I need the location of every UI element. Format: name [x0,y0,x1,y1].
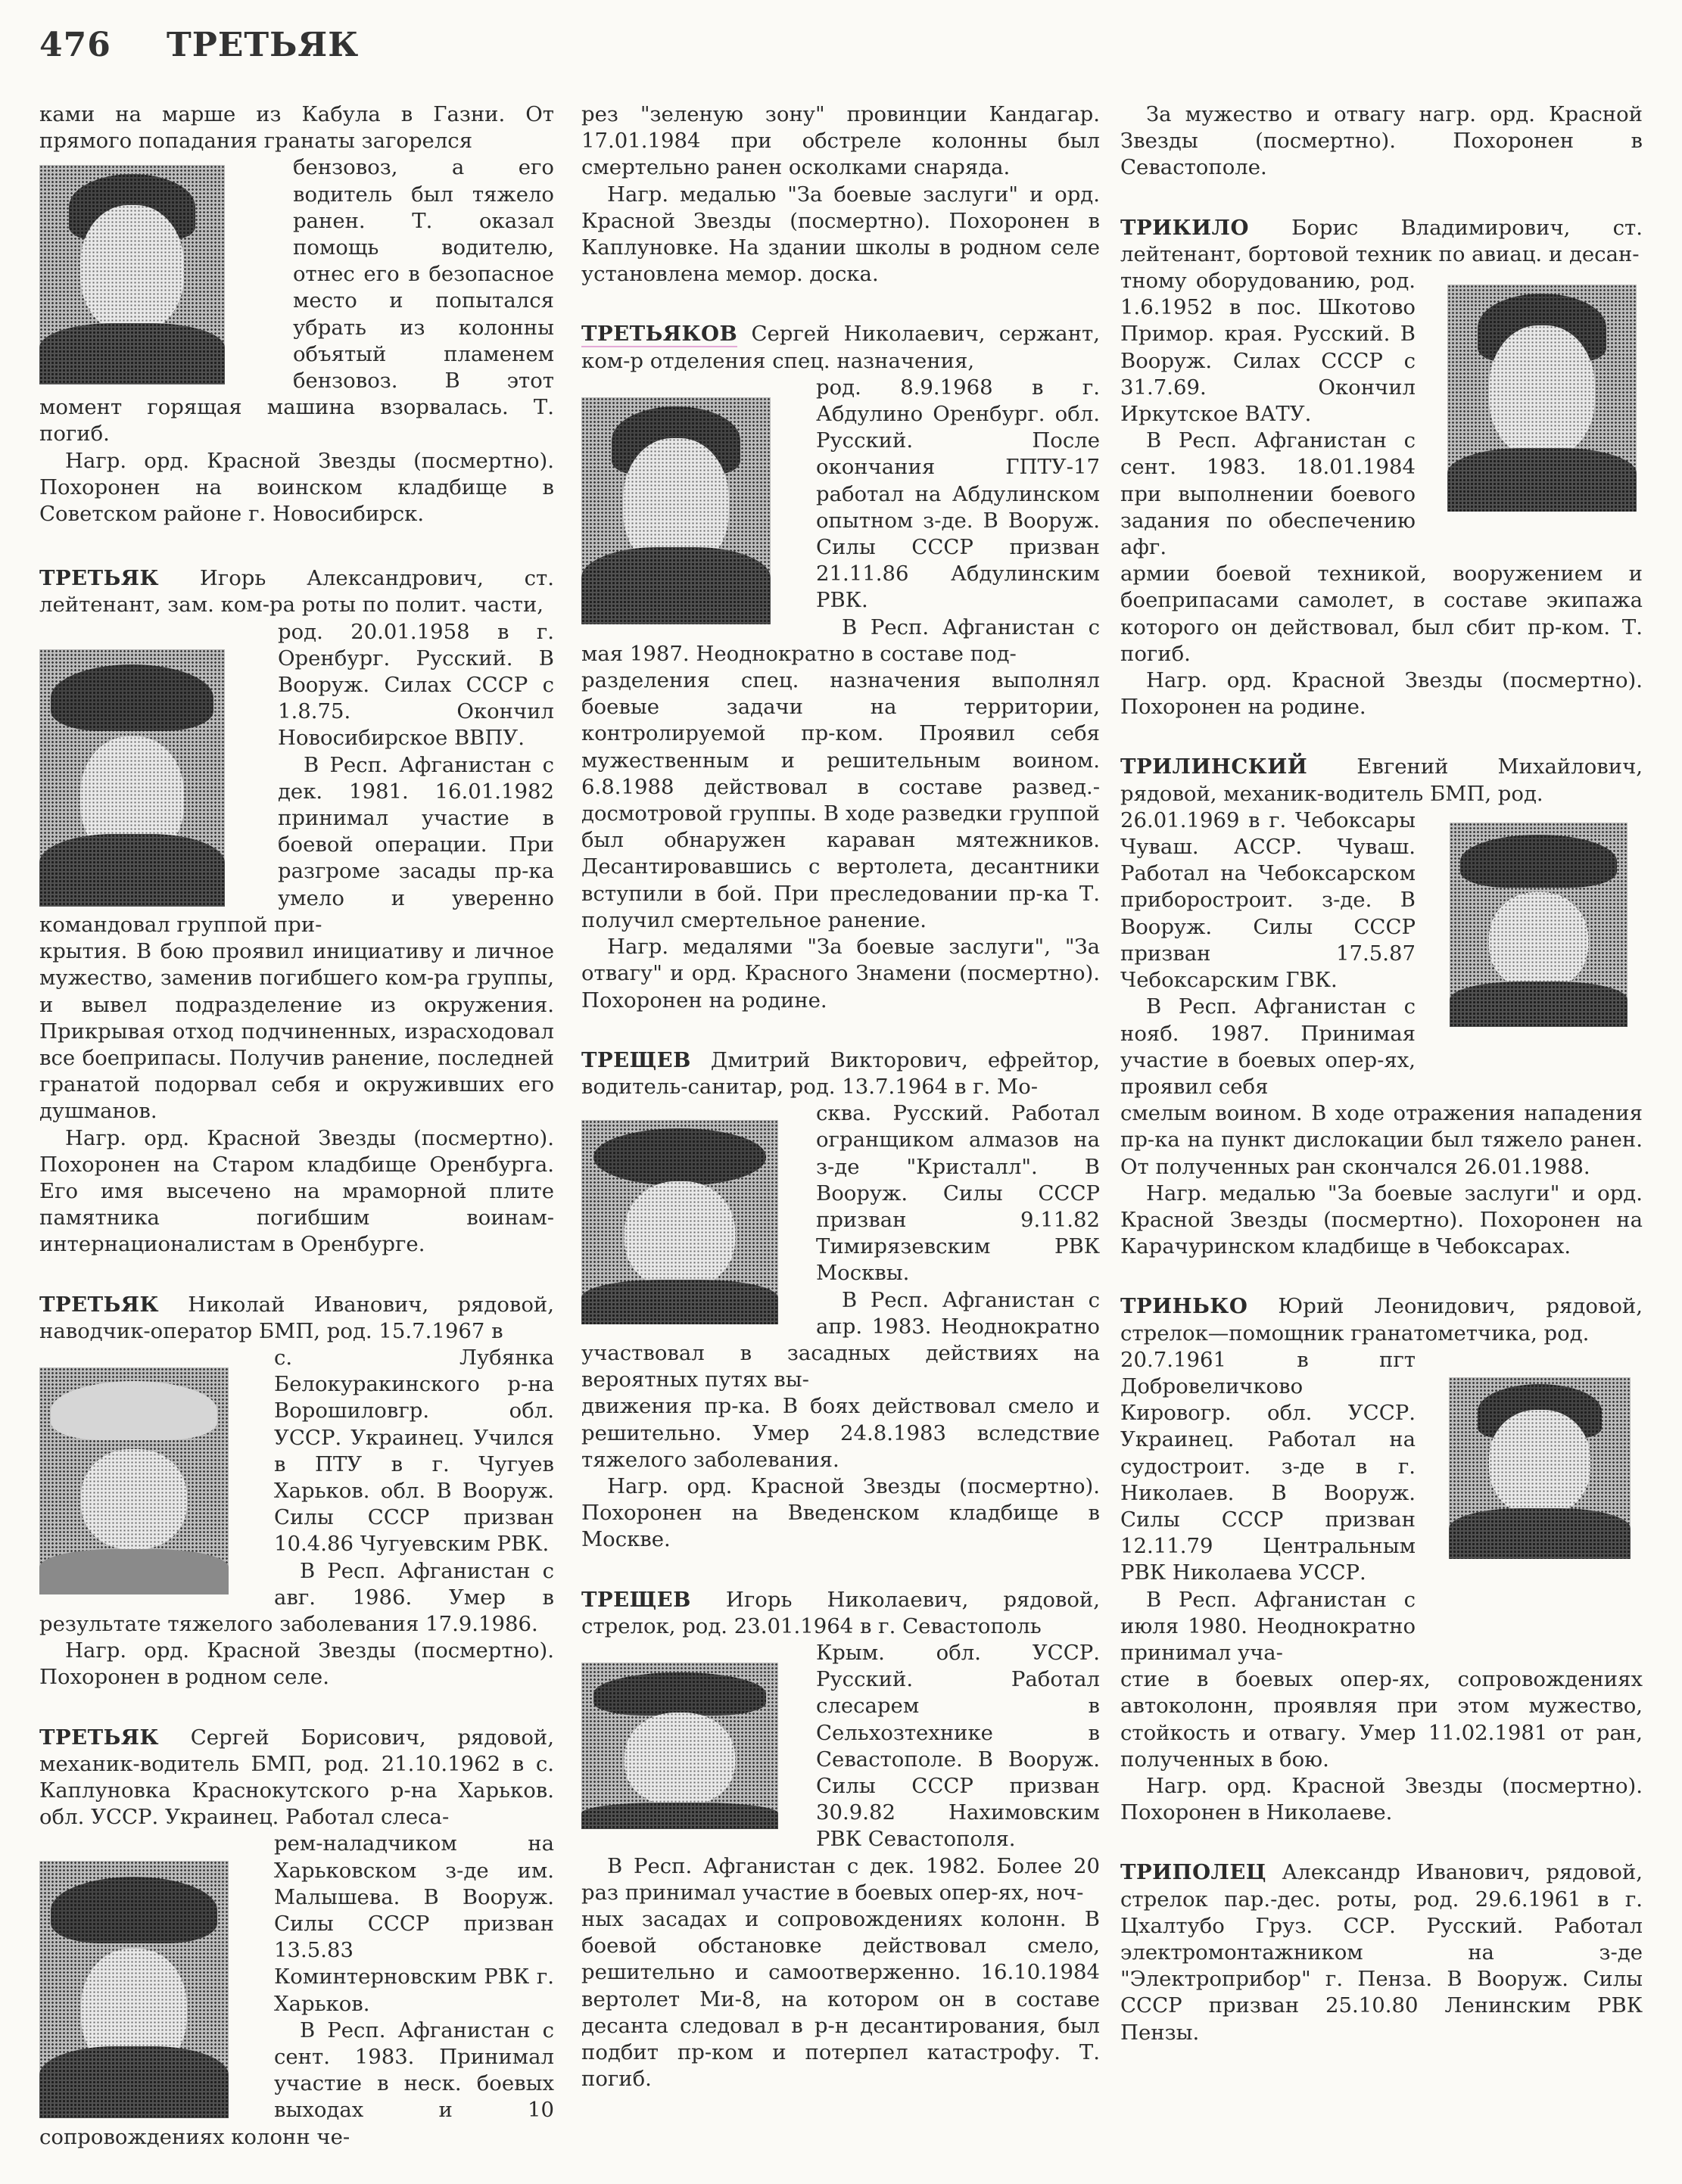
portrait-photo [1447,285,1637,512]
entry-text-beside-photo: род. 8.9.1968 в г. Абдулино Оренбург. обл. Русский. После окончания ГПТУ-17 работал на Абдулинском опытном з-де. В Вооруж. Силы СССР призван 21.11.86 Абдулинским РВК. [816,375,1100,613]
entry-tretyak-igor [39,565,554,1258]
portrait-photo-panama-hat [39,1367,229,1594]
entry-afghanistan-text: В Респ. Афганистан с апр. 1983. Неоднократно участвовал в засадных действиях на вероятных путях вы- [581,1287,1100,1392]
entry-tripolets-alexander [1120,1859,1643,2046]
entry-text-beside-photo: бензовоз, а его водитель был тяжело ранен. Т. оказал помощь водителю, отнес его в безопасное место и попытался убрать из колонны объятый пламенем бензовоз. В этот момент горящая машина взорвалась. Т. погиб. [39,155,554,446]
entry-lead: Евгений Михайлович, рядовой, механик-водитель БМП, род. [1120,754,1643,806]
entry-text-after-photo: движения пр-ка. В боях действовал смело и решительно. Умер 24.8.1983 вследствие тяжелого заболевания. [581,1394,1100,1472]
entry-treshchev-dmitry [581,1047,1100,1554]
entry-afghanistan-text: В Респ. Афганистан с мая 1987. Неоднократно в составе под- [581,614,1100,666]
entry-lead: Сергей Борисович, рядовой, механик-водитель БМП, род. 21.10.1962 в с. Каплуновка Краснокутского р-на Харьков. обл. УССР. Украинец. Работал слеса- [39,1725,554,1830]
entry-lead: рез "зеленую зону" провинции Кандагар. 17.01.1984 при обстреле колонны был смертельно ранен осколками снаряда. [581,102,1100,180]
portrait-photo-beret [581,1120,778,1324]
entry-surname: ТРИНЬКО [1120,1294,1248,1319]
entry-surname: ТРЕТЬЯК [39,1725,160,1750]
entry-text-after-photo: стие в боевых опер-ях, сопровождениях автоколонн, проявляя при этом мужество, стойкость и отвагу. Умер 11.02.1981 от ран, полученных в бою. [1120,1667,1643,1772]
column-1 [39,101,554,2184]
entry-trinko-yuri [1120,1293,1643,1826]
entry-afghanistan-text: В Респ. Афганистан с нояб. 1987. Принимая участие в боевых опер-ях, проявил себя [1120,994,1416,1099]
entry-surname: ТРИКИЛО [1120,215,1249,240]
page-number: 476 [39,26,111,64]
entry-afghanistan-text: В Респ. Афганистан с дек. 1982. Более 20 раз принимал участие в боевых опер-ях, ноч- [581,1853,1100,1905]
entry-surname: ТРИПОЛЕЦ [1120,1860,1266,1885]
entry-award-text: Нагр. орд. Красной Звезды (посмертно). Похоронен на Введенском кладбище в Москве. [581,1473,1100,1552]
entry-lead: Игорь Николаевич, рядовой, стрелок, род. 23.01.1964 в г. Севастополь [581,1587,1100,1638]
entry-trilinsky-evgeny [1120,754,1643,1260]
entry-text-after-photo: разделения спец. назначения выполнял боевые задачи на территории, контролируемой пр-ком. Проявил себя мужественным и решительным воином. 6.8.1988 действовал в составе развед.-досмотровой группы. В ходе разведки группой был обнаружен караван мятежников. Десантировавшись с вертолета, десантники вступили в бой. При преследовании пр-ка Т. получил смертельное ранение. [581,668,1100,932]
entry-lead: Дмитрий Викторович, ефрейтор, водитель-санитар, род. 13.7.1964 в г. Мо- [581,1047,1101,1099]
entry-tretyakov-sergei [581,321,1100,1013]
entry-tretyak-sergei [39,1725,554,2151]
entry-text-after-photo: крытия. В бою проявил инициативу и личное мужество, заменив погибшего ком-ра группы, и вывел подразделение из окружения. Прикрывая отход подчиненных, израсходовал все боеприпасы. Получив ранение, последней гранатой подорвал себя и окруживших его душманов. [39,939,554,1124]
portrait-photo [581,397,771,624]
portrait-photo [1449,1377,1631,1559]
entry-award-text: Нагр. орд. Красной Звезды (посмертно). Похоронен в родном селе. [39,1638,554,1690]
entry-surname: ТРЕТЬЯК [39,1292,160,1317]
entry-lead: Николай Иванович, рядовой, наводчик-оператор БМП, род. 15.7.1967 в [39,1292,554,1343]
entry-award-text: Нагр. орд. Красной Звезды (посмертно). Похоронен на родине. [1120,668,1643,720]
entry-text-beside-photo: род. 20.01.1958 в г. Оренбург. Русский. В Вооруж. Силах СССР с 1.8.75. Окончил Новосибирское ВВПУ. [278,619,554,751]
entry-continuation-1 [39,101,554,527]
entry-award-text: Нагр. орд. Красной Звезды (посмертно). Похоронен в Николаеве. [1120,1773,1643,1825]
entry-treshchev-igor [581,1587,1100,2093]
entry-award-text: Нагр. медалью "За боевые заслуги" и орд. Красной Звезды (посмертно). Похоронен на Карачуринском кладбище в Чебоксарах. [1120,1181,1643,1259]
entry-continuation-2 [581,101,1100,288]
entry-surname: ТРЕЩЕВ [581,1047,691,1072]
entry-lead: Александр Иванович, рядовой, стрелок пар.-дес. роты, род. 29.6.1961 в г. Цхалтубо Груз. ССР. Русский. Работал электромонтажником на з-де "Электроприбор" г. Пенза. В Вооруж. Силы СССР призван 25.10.80 Ленинским РВК Пензы. [1120,1860,1643,2045]
entry-text-after-photo: армии боевой техникой, вооружением и боеприпасами самолет, в составе экипажа которого он действовал, был сбит пр-ком. Т. погиб. [1120,562,1643,666]
portrait-photo-military-cap [1450,823,1627,1027]
entry-lead: Игорь Александрович, ст. лейтенант, зам. ком-ра роты по полит. части, [39,566,554,618]
entry-award-text: За мужество и отвагу нагр. орд. Красной Звезды (посмертно). Похоронен в Севастополе. [1120,102,1643,180]
entry-surname: ТРЕТЬЯКОВ [581,322,738,347]
entry-text-beside-photo: 20.7.1961 в пгт Добровеличково Кировогр. обл. УССР. Украинец. Работал на судостроит. з-де в г. Николаев. В Вооруж. Силы СССР призван 12.11.79 Центральным РВК Николаева УССР. [1120,1347,1416,1585]
entry-text-after-photo: смелым воином. В ходе отражения нападения пр-ка на пункт дислокации был тяжело ранен. От полученных ран скончался 26.01.1988. [1120,1101,1643,1179]
entry-award-text: Нагр. медалью "За боевые заслуги" и орд. Красной Звезды (посмертно). Похоронен в Каплуновке. На здании школы в родном селе установлена мемор. доска. [581,182,1100,287]
running-head: ТРЕТЬЯК [167,26,360,64]
entry-award-text: Нагр. медалями "За боевые заслуги", "За отвагу" и орд. Красного Знамени (посмертно). Похоронен на родине. [581,935,1100,1013]
entry-tretyak-nikolai [39,1292,554,1691]
column-3 [1120,101,1643,2080]
page-header [39,26,359,64]
entry-text-after-photo: ных засадах и сопровождениях колонн. В боевой обстановке действовал смело, решительно и самоотверженно. 16.10.1984 вертолет Ми-8, на котором он в составе десанта следовал в р-н десантирования, был подбит пр-ком и потерпел катастрофу. Т. погиб. [581,1907,1100,2092]
entry-award-text: Нагр. орд. Красной Звезды (посмертно). Похоронен на воинском кладбище в Советском районе г. Новосибирск. [39,448,554,527]
entry-lead: Борис Владимирович, ст. лейтенант, бортовой техник по авиац. и десан- [1120,215,1643,266]
entry-afghanistan-text: В Респ. Афганистан с дек. 1981. 16.01.1982 принимал участие в боевой операции. При разгроме засады пр-ка умело и уверенно командовал группой при- [39,752,554,937]
portrait-photo-panama-hat [581,1663,778,1829]
entry-afghanistan-text: В Респ. Афганистан с сент. 1983. Принимал участие в неск. боевых выходах и 10 сопровождениях колонн че- [39,2018,554,2149]
entry-surname: ТРЕЩЕВ [581,1587,691,1612]
entry-afghanistan-text: В Респ. Афганистан с сент. 1983. 18.01.1984 при выполнении боевого задания по обеспечению афг. [1120,428,1416,560]
portrait-photo-military-cap [39,649,225,907]
entry-afghanistan-text: В Респ. Афганистан с авг. 1986. Умер в результате тяжелого заболевания 17.9.1986. [39,1558,554,1636]
entry-surname: ТРИЛИНСКИЙ [1120,754,1308,779]
portrait-photo [39,165,225,384]
entry-text-beside-photo: рем-наладчиком на Харьковском з-де им. Малышева. В Вооруж. Силы СССР призван 13.5.83 Коминтерновским РВК г. Харьков. [274,1831,554,2016]
entry-lead: Сергей Николаевич, сержант, ком-р отделения спец. назначения, [581,322,1100,373]
entry-text-beside-photo: 26.01.1969 в г. Чебоксары Чуваш. АССР. Чуваш. Работал на Чебоксарском приборостроит. з-де. В Вооруж. Силы СССР призван 17.5.87 Чебоксарским ГВК. [1120,807,1416,993]
entry-surname: ТРЕТЬЯК [39,566,160,591]
entry-text-beside-photo: тному оборудованию, род. 1.6.1952 в пос. Шкотово Примор. края. Русский. В Вооруж. Силах СССР с 31.7.69. Окончил Иркутское ВАТУ. [1120,269,1416,427]
entry-continuation-3 [1120,101,1643,182]
entry-award-text: Нагр. орд. Красной Звезды (посмертно). Похоронен на Старом кладбище Оренбурга. Его имя высечено на мраморной плите памятника погибшим воинам-интернационалистам в Оренбурге. [39,1125,554,1257]
entry-trikilo-boris [1120,215,1643,721]
entry-afghanistan-text: В Респ. Афганистан с июля 1980. Неоднократно принимал уча- [1120,1587,1416,1665]
column-2 [581,101,1100,2126]
entry-lead: ками на марше из Кабула в Газни. От прямого попадания гранаты загорелся [39,102,554,154]
entry-text-beside-photo: Крым. обл. УССР. Русский. Работал слесарем в Сельхозтехнике в Севастополе. В Вооруж. Силы СССР призван 30.9.82 Нахимовским РВК Севастополя. [816,1640,1100,1852]
entry-text-beside-photo: с. Лубянка Белокуракинского р-на Ворошиловгр. обл. УССР. Украинец. Учился в ПТУ в г. Чугуев Харьков. обл. В Вооруж. Силы СССР призван 10.4.86 Чугуевским РВК. [274,1345,554,1557]
entry-text-beside-photo: сква. Русский. Работал огранщиком алмазов на з-де "Кристалл". В Вооруж. Силы СССР призван 9.11.82 Тимирязевским РВК Москвы. [816,1101,1100,1286]
portrait-photo-military-cap [39,1861,229,2118]
entry-lead: Юрий Леонидович, рядовой, стрелок—помощник гранатометчика, род. [1120,1294,1643,1346]
